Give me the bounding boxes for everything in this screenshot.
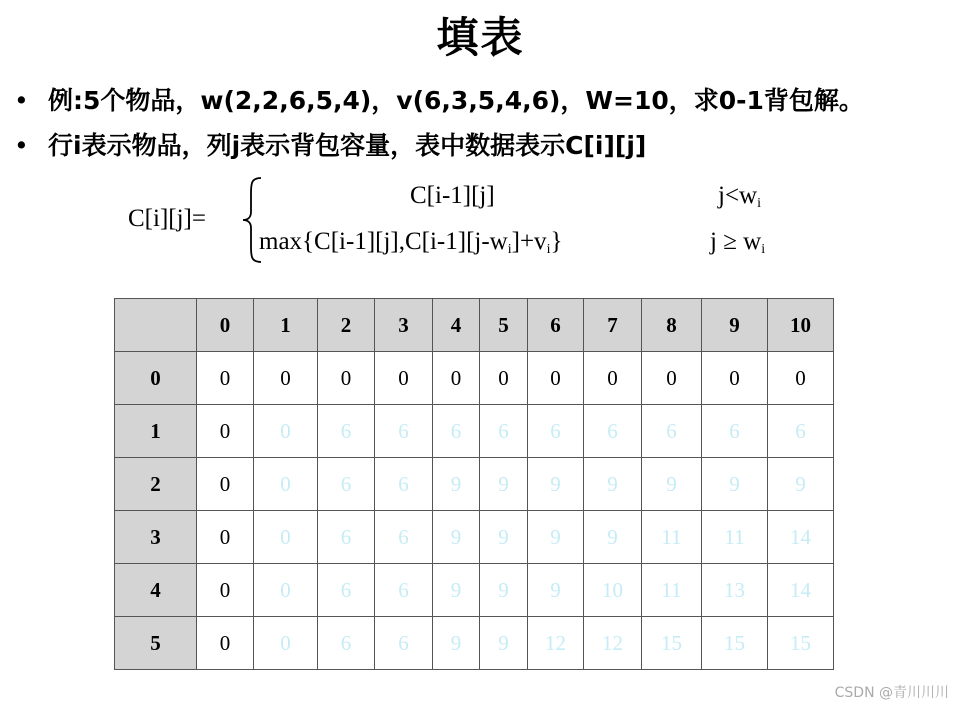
bullet-text: 行i表示物品，列j表示背包容量，表中数据表示C[i][j] — [48, 131, 647, 160]
table-cell: 9 — [480, 617, 528, 670]
table-cell: 0 — [768, 352, 834, 405]
column-header-6: 6 — [528, 299, 584, 352]
table-cell: 11 — [702, 511, 768, 564]
table-cell: 9 — [584, 458, 642, 511]
table-cell: 9 — [642, 458, 702, 511]
table-cell: 9 — [584, 511, 642, 564]
table-cell: 0 — [254, 564, 318, 617]
table-cell: 9 — [480, 511, 528, 564]
table-cell: 14 — [768, 511, 834, 564]
table-cell: 6 — [375, 617, 433, 670]
table-cell: 9 — [702, 458, 768, 511]
table-cell: 14 — [768, 564, 834, 617]
table-cell: 6 — [318, 405, 375, 458]
table-cell: 15 — [702, 617, 768, 670]
row-header-2: 2 — [115, 458, 197, 511]
table-row — [115, 458, 834, 511]
table-cell: 9 — [768, 458, 834, 511]
table-cell: 0 — [197, 617, 254, 670]
table-cell: 0 — [375, 352, 433, 405]
row-header-4: 4 — [115, 564, 197, 617]
table-cell: 6 — [318, 511, 375, 564]
column-header-10: 10 — [768, 299, 834, 352]
table-cell: 0 — [197, 564, 254, 617]
table-cell: 0 — [584, 352, 642, 405]
column-header-9: 9 — [702, 299, 768, 352]
table-cell: 6 — [768, 405, 834, 458]
formula-cond2: $j \ge w_i$ — [710, 228, 766, 257]
table-cell: 6 — [702, 405, 768, 458]
column-header-8: 8 — [642, 299, 702, 352]
bullet-item-problem — [12, 78, 957, 123]
formula-lhs: C[i][j]= — [128, 205, 206, 232]
table-cell: 0 — [480, 352, 528, 405]
table-cell: 10 — [584, 564, 642, 617]
table-cell: 6 — [584, 405, 642, 458]
column-header-2: 2 — [318, 299, 375, 352]
table-cell: 15 — [642, 617, 702, 670]
bullet-marker: • — [14, 86, 29, 115]
recurrence-formula — [128, 176, 818, 268]
dp-table — [114, 298, 834, 670]
bullet-marker: • — [14, 131, 29, 160]
table-cell: 0 — [197, 352, 254, 405]
row-header-5: 5 — [115, 617, 197, 670]
row-header-1: 1 — [115, 405, 197, 458]
table-cell: 0 — [254, 458, 318, 511]
table-cell: 0 — [254, 617, 318, 670]
table-cell: 0 — [433, 352, 480, 405]
table-cell: 0 — [318, 352, 375, 405]
column-header-7: 7 — [584, 299, 642, 352]
formula-cond1: $j<w_i$ — [718, 182, 761, 211]
table-cell: 0 — [254, 511, 318, 564]
column-header-3: 3 — [375, 299, 433, 352]
table-cell: 9 — [433, 617, 480, 670]
column-header-1: 1 — [254, 299, 318, 352]
table-row — [115, 352, 834, 405]
table-cell: 12 — [528, 617, 584, 670]
table-cell: 0 — [197, 458, 254, 511]
table-cell: 6 — [375, 511, 433, 564]
row-header-3: 3 — [115, 511, 197, 564]
table-cell: 9 — [433, 564, 480, 617]
table-cell: 9 — [480, 458, 528, 511]
table-cell: 11 — [642, 564, 702, 617]
table-cell: 9 — [480, 564, 528, 617]
table-cell: 0 — [254, 352, 318, 405]
table-cell: 12 — [584, 617, 642, 670]
table-cell: 9 — [528, 511, 584, 564]
table-cell: 15 — [768, 617, 834, 670]
table-cell: 6 — [318, 458, 375, 511]
bullet-text: 例:5个物品，w(2,2,6,5,4)，v(6,3,5,4,6)，W=10，求0-1背包解。 — [48, 86, 864, 115]
table-header-row — [115, 299, 834, 352]
table-cell: 6 — [375, 458, 433, 511]
table-cell: 6 — [375, 405, 433, 458]
table-cell: 11 — [642, 511, 702, 564]
table-row — [115, 511, 834, 564]
column-header-0: 0 — [197, 299, 254, 352]
column-header-4: 4 — [433, 299, 480, 352]
watermark: CSDN @青川川川 — [834, 685, 949, 701]
table-cell: 13 — [702, 564, 768, 617]
table-cell: 9 — [528, 564, 584, 617]
table-cell: 9 — [433, 511, 480, 564]
table-cell: 6 — [375, 564, 433, 617]
table-row — [115, 405, 834, 458]
bullet-list — [12, 78, 957, 168]
table-cell: 9 — [528, 458, 584, 511]
table-cell: 6 — [480, 405, 528, 458]
table-cell: 6 — [642, 405, 702, 458]
table-cell: 0 — [197, 511, 254, 564]
table-cell: 6 — [528, 405, 584, 458]
table-cell: 0 — [702, 352, 768, 405]
table-row — [115, 617, 834, 670]
table-cell: 6 — [318, 564, 375, 617]
formula-case2: $\max\{C[i-1][j],C[i-1][j-w_i]+v_i\}$ — [259, 228, 563, 257]
table-cell: 0 — [254, 405, 318, 458]
table-row — [115, 564, 834, 617]
row-header-0: 0 — [115, 352, 197, 405]
column-header-5: 5 — [480, 299, 528, 352]
formula-case1: C[i-1][j] — [410, 182, 495, 209]
table-cell: 6 — [433, 405, 480, 458]
table-corner-cell — [115, 299, 197, 352]
slide-title: 填表 — [436, 13, 525, 62]
table-cell: 9 — [433, 458, 480, 511]
table-cell: 6 — [318, 617, 375, 670]
table-cell: 0 — [197, 405, 254, 458]
table-cell: 0 — [528, 352, 584, 405]
table-cell: 0 — [642, 352, 702, 405]
bullet-item-table-desc — [12, 123, 957, 168]
